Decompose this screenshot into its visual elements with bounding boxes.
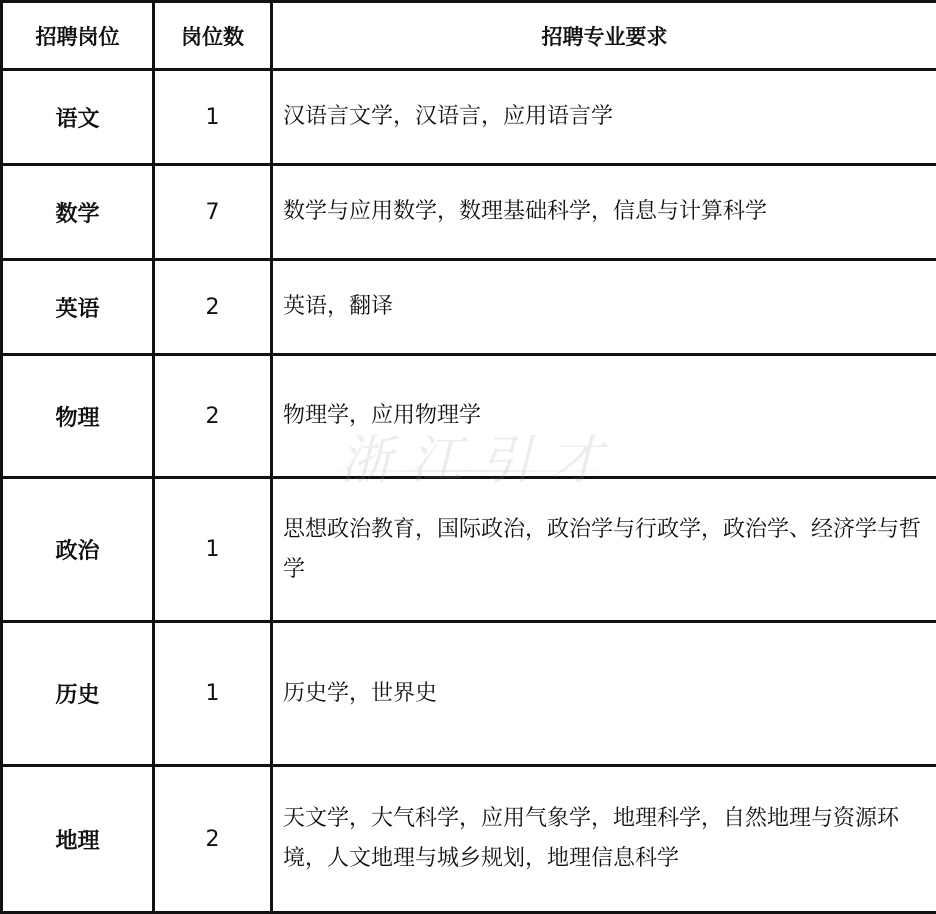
major-cell: 汉语言文学，汉语言，应用语言学 xyxy=(272,70,936,165)
major-cell: 历史学，世界史 xyxy=(272,622,936,766)
table-row xyxy=(2,70,936,165)
major-cell: 天文学，大气科学，应用气象学，地理科学，自然地理与资源环境，人文地理与城乡规划，地理信息科学 xyxy=(272,766,936,913)
post-cell: 语文 xyxy=(2,70,154,165)
major-cell: 数学与应用数学，数理基础科学，信息与计算科学 xyxy=(272,165,936,260)
count-cell: 2 xyxy=(154,260,272,355)
count-cell: 2 xyxy=(154,355,272,478)
table-row xyxy=(2,355,936,478)
table-row xyxy=(2,478,936,622)
header-major: 招聘专业要求 xyxy=(272,2,936,70)
major-cell: 物理学，应用物理学 xyxy=(272,355,936,478)
count-cell: 7 xyxy=(154,165,272,260)
post-cell: 政治 xyxy=(2,478,154,622)
count-cell: 1 xyxy=(154,478,272,622)
count-cell: 1 xyxy=(154,70,272,165)
table-row xyxy=(2,766,936,913)
watermark: 浙江引才 xyxy=(340,418,620,493)
post-cell: 物理 xyxy=(2,355,154,478)
post-cell: 英语 xyxy=(2,260,154,355)
header-post: 招聘岗位 xyxy=(2,2,154,70)
table-header-row xyxy=(2,2,936,70)
major-cell: 英语，翻译 xyxy=(272,260,936,355)
major-cell: 思想政治教育，国际政治，政治学与行政学，政治学、经济学与哲学 xyxy=(272,478,936,622)
count-cell: 2 xyxy=(154,766,272,913)
header-count: 岗位数 xyxy=(154,2,272,70)
post-cell: 数学 xyxy=(2,165,154,260)
post-cell: 历史 xyxy=(2,622,154,766)
table-row xyxy=(2,165,936,260)
count-cell: 1 xyxy=(154,622,272,766)
post-cell: 地理 xyxy=(2,766,154,913)
table-row xyxy=(2,260,936,355)
table-row xyxy=(2,622,936,766)
